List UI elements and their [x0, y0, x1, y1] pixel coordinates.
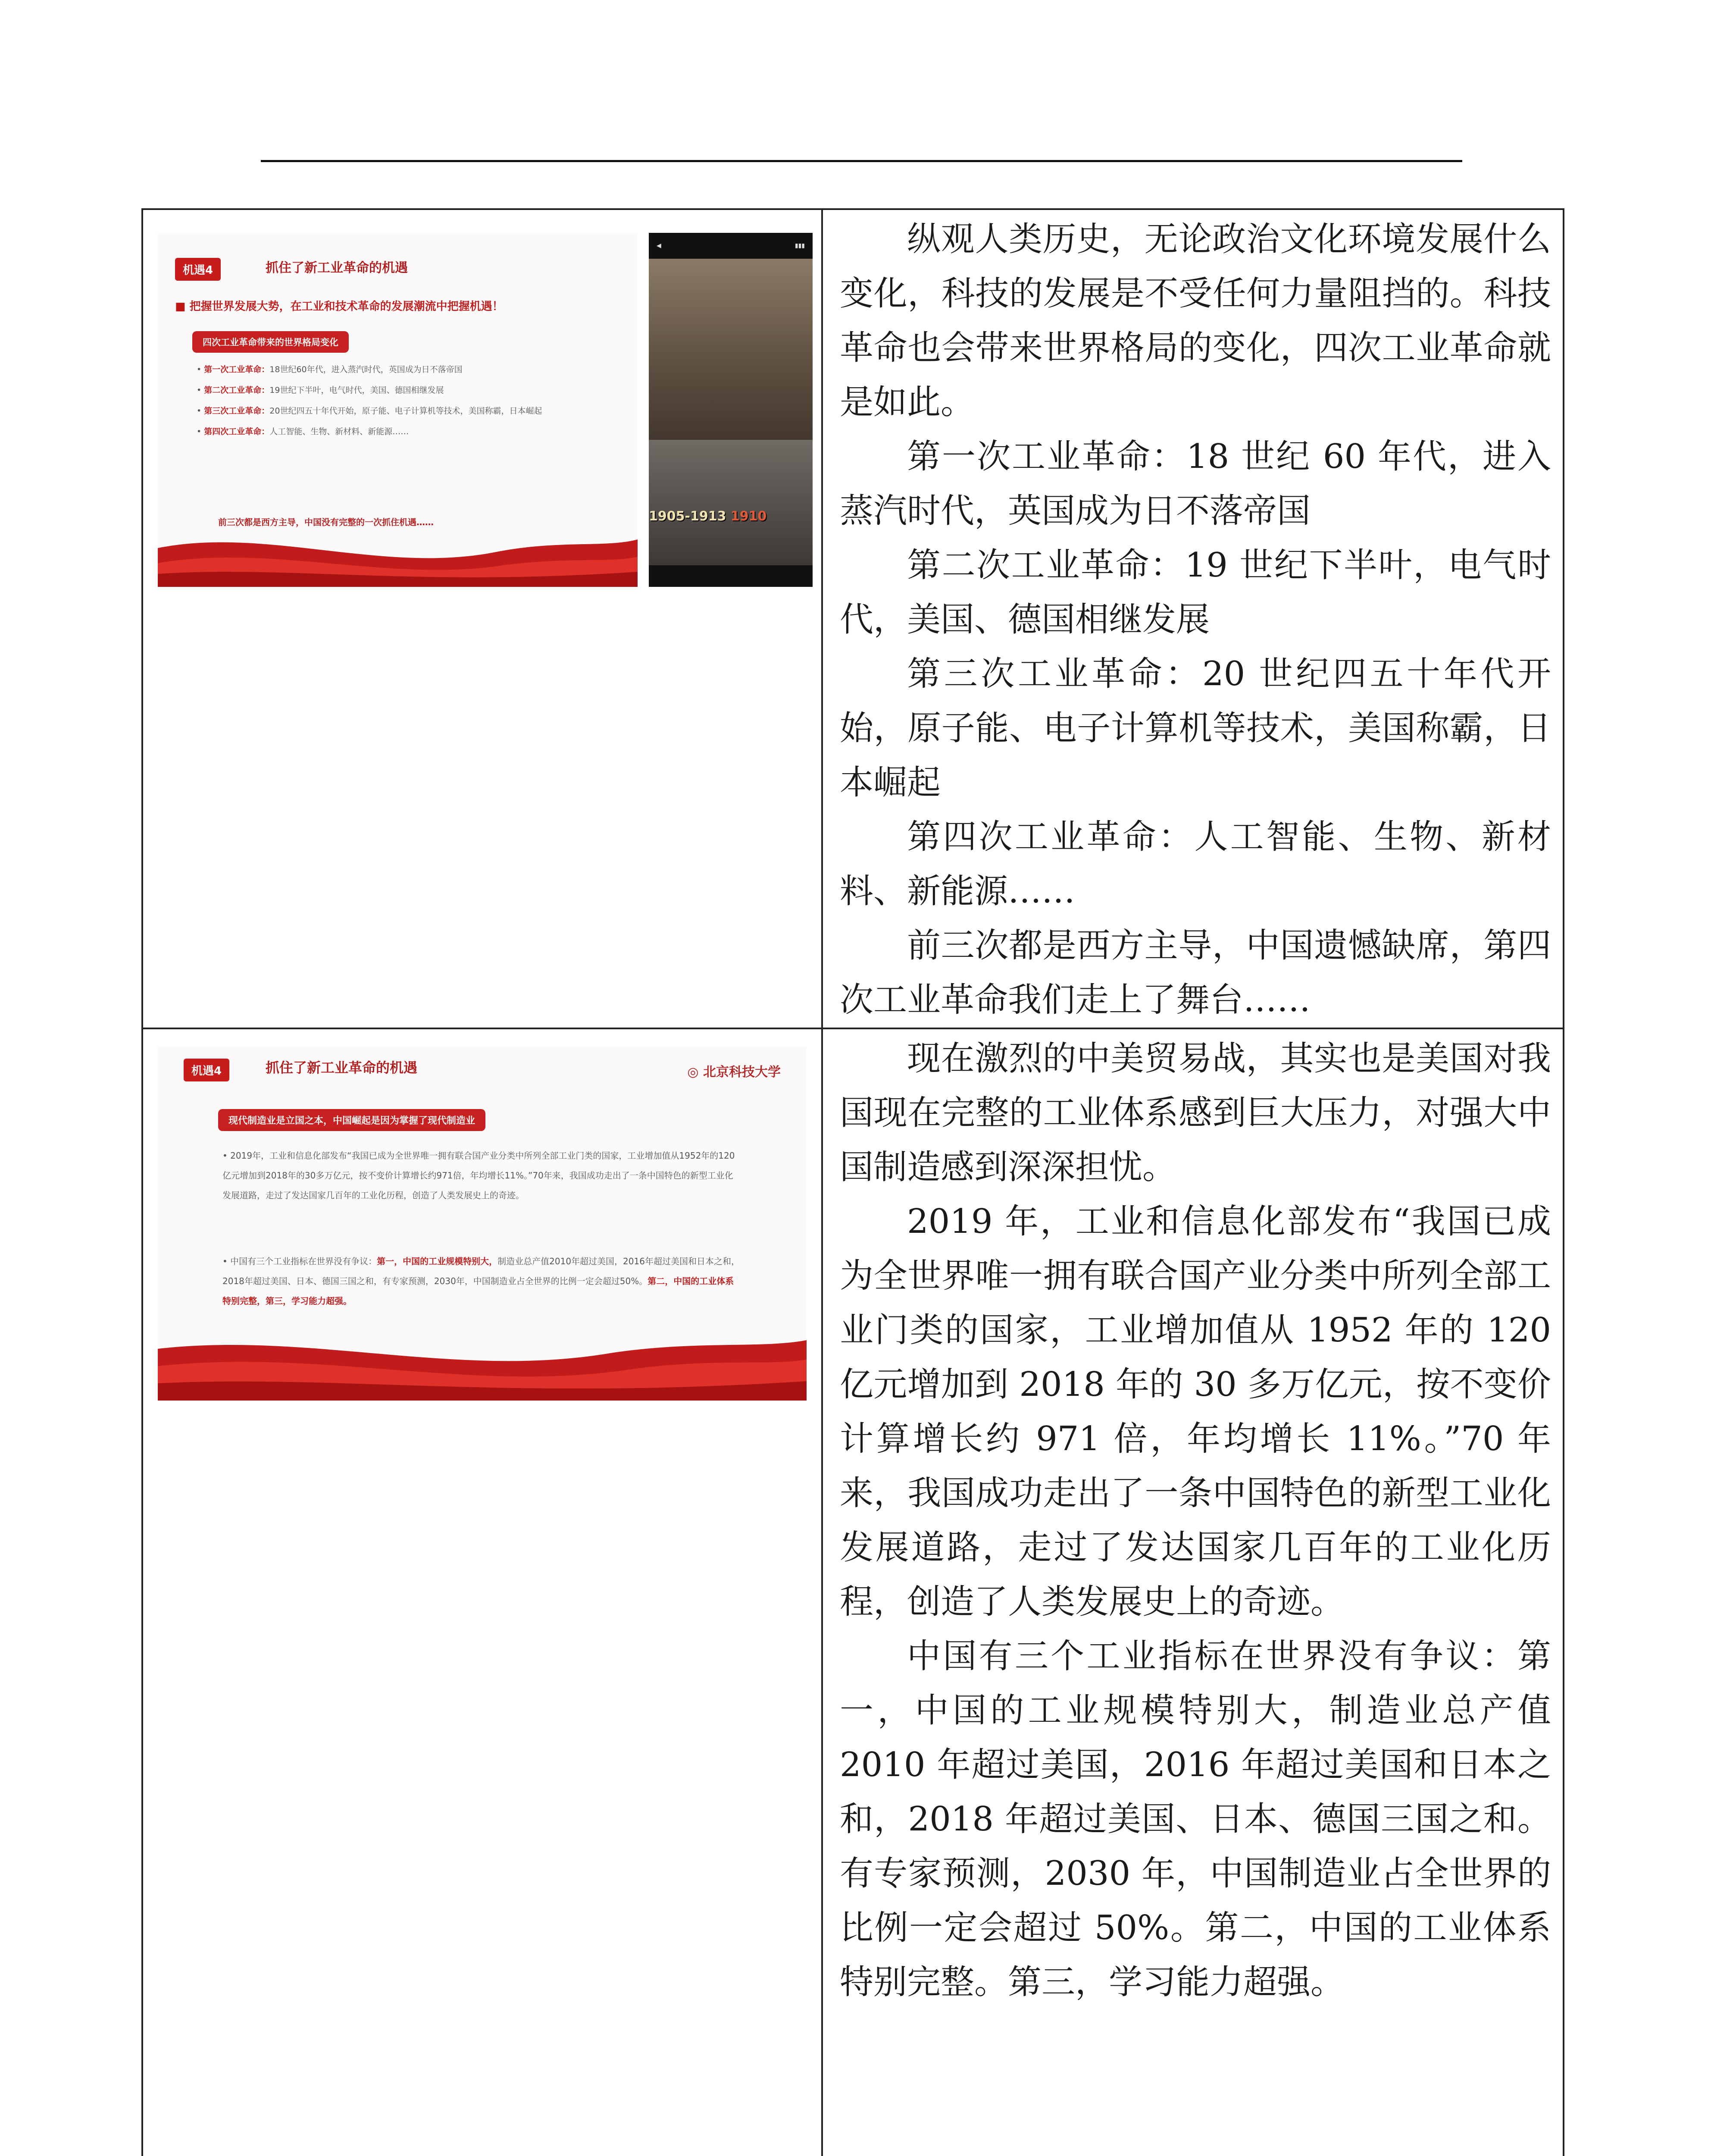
red-wave-decoration — [158, 1327, 807, 1401]
paragraph: 第一次工业革命：18 世纪 60 年代，进入蒸汽时代，英国成为日不落帝国 — [840, 437, 1551, 530]
slide-tag: 机遇4 — [175, 258, 221, 281]
video-bottom-bar — [649, 565, 813, 587]
video-thumbnail — [649, 233, 813, 587]
slide-section-bar: 现代制造业是立国之本，中国崛起是因为掌握了现代制造业 — [218, 1109, 485, 1131]
slide-list — [197, 362, 610, 445]
text-cell-1 — [840, 212, 1551, 1027]
video-years: 1905-1913 1910 — [649, 509, 767, 524]
header-rule — [261, 160, 1462, 162]
table-column-divider — [821, 208, 823, 2156]
slide-paragraph-2: • 中国有三个工业指标在世界没有争议：第一，中国的工业规模特别大，制造业总产值2010年超过美国，2016年超过美国和日本之和，2018年超过美国、日本、德国三国之和，有专家预测，2030年，中国制造业占全世界的比例一定会超过50%。第二，中国的工业体系特别完整，第三，学习能力超强。 — [222, 1256, 740, 1306]
list-item: • 第二次工业革命：19世纪下半叶，电气时代，美国、德国相继发展 — [197, 385, 444, 395]
university-logo: ◎ 北京科技大学 — [687, 1065, 781, 1080]
paragraph: 中国有三个工业指标在世界没有争议：第一，中国的工业规模特别大，制造业总产值 2010 年超过美国，2016 年超过美国和日本之和，2018 年超过美国、日本、德国三国之和。有专家预测，2030 年，中国制造业占全世界的比例一定会超过 50%。第二，中国的工业体系特别完整。第三，学习能力超强。 — [840, 1637, 1551, 2002]
slide-tag: 机遇4 — [184, 1059, 229, 1081]
list-item: • 第三次工业革命：20世纪四五十年代开始，原子能、电子计算机等技术，美国称霸，日本崛起 — [197, 406, 542, 416]
slide-title: 抓住了新工业革命的机遇 — [266, 1059, 418, 1076]
historical-photo — [649, 259, 813, 466]
slide-paragraph-1: • 2019年，工业和信息化部发布“我国已成为全世界唯一拥有联合国产业分类中所列全部工业门类的国家，工业增加值从1952年的120亿元增加到2018年的30多万亿元，按不变价计算增长约971倍，年均增长11%。”70年来，我国成功走出了一条中国特色的新型工业化发展道路，走过了发达国家几百年的工业化历程，创造了人类发展史上的奇迹。 — [222, 1150, 735, 1200]
paragraph: 2019 年，工业和信息化部发布“我国已成为全世界唯一拥有联合国产业分类中所列全部工业门类的国家，工业增加值从 1952 年的 120 亿元增加到 2018 年的 30 多万亿元，按不变价计算增长约 971 倍，年均增长 11%。”70 年来，我国成功走出了一条中国特色的新型工业化发展道路，走过了发达国家几百年的工业化历程，创造了人类发展史上的奇迹。 — [840, 1202, 1551, 1621]
slide-section-bar: 四次工业革命带来的世界格局变化 — [192, 331, 349, 353]
paragraph: 第四次工业革命：人工智能、生物、新材料、新能源…… — [840, 818, 1551, 911]
list-item: • 第四次工业革命：人工智能、生物、新材料、新能源…… — [197, 427, 409, 436]
slide-footer: 前三次都是西方主导，中国没有完整的一次抓住机遇…… — [218, 517, 434, 527]
red-wave-decoration — [158, 522, 638, 587]
slide-image-industrial-revolutions — [158, 233, 638, 587]
text-cell-2 — [840, 1031, 1551, 2009]
paragraph: 现在激烈的中美贸易战，其实也是美国对我国现在完整的工业体系感到巨大压力，对强大中国制造感到深深担忧。 — [840, 1039, 1551, 1187]
paragraph: 第二次工业革命：19 世纪下半叶，电气时代，美国、德国相继发展 — [840, 546, 1551, 639]
slide-title: 抓住了新工业革命的机遇 — [266, 260, 408, 276]
paragraph: 第三次工业革命：20 世纪四五十年代开始，原子能、电子计算机等技术，美国称霸，日本崛起 — [840, 655, 1551, 802]
slide-lead: ■ 把握世界发展大势，在工业和技术革命的发展潮流中把握机遇！ — [175, 300, 504, 313]
video-status-bar: ◀ ▮▮▮ — [649, 233, 813, 259]
historical-street-photo — [649, 440, 813, 569]
slide-image-modern-manufacturing — [158, 1047, 807, 1401]
table-row-divider — [141, 1028, 1564, 1029]
paragraph: 前三次都是西方主导，中国遗憾缺席，第四次工业革命我们走上了舞台…… — [840, 926, 1551, 1019]
paragraph: 纵观人类历史，无论政治文化环境发展什么变化，科技的发展是不受任何力量阻挡的。科技革命也会带来世界格局的变化，四次工业革命就是如此。 — [840, 220, 1551, 422]
list-item: • 第一次工业革命：18世纪60年代，进入蒸汽时代，英国成为日不落帝国 — [197, 365, 463, 374]
